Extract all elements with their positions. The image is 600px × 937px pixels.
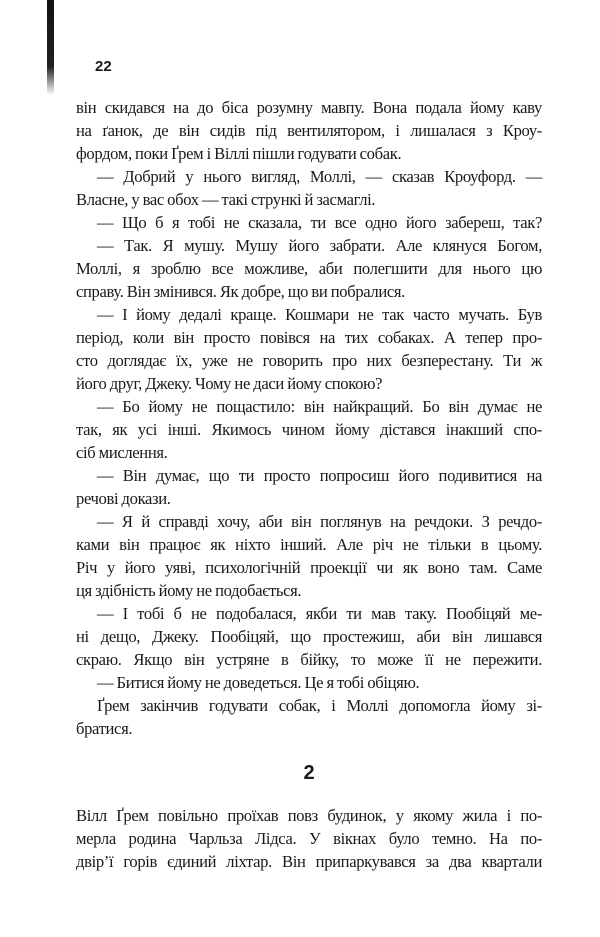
text-line: братися. — [76, 719, 133, 738]
text-line: Власне, у вас обох — такі стрункі й засмаглі. — [76, 190, 376, 209]
text-line: — І йому дедалі краще. Кошмари не так часто мучать. Був — [97, 305, 542, 324]
text-line: сіб мислення. — [76, 443, 168, 462]
text-line: Вілл Ґрем повільно проїхав повз будинок, у якому жила і по- — [76, 806, 542, 825]
text-line: — Так. Я мушу. Мушу його забрати. Але клянуся Богом, — [97, 236, 542, 255]
text-line: — Битися йому не доведеться. Це я тобі обіцяю. — [97, 673, 420, 692]
text-line: Моллі, я зроблю все можливе, аби полегшити для нього цю — [76, 259, 542, 278]
text-line: — Бо йому не пощастило: він найкращий. Бо він думає не — [97, 397, 542, 416]
text-line: — Добрий у нього вигляд, Моллі, — сказав Кроуфорд. — — [97, 167, 542, 186]
book-spine-edge — [47, 0, 54, 95]
text-line: — І тобі б не подобалася, якби ти мав таку. Пообіцяй ме- — [97, 604, 542, 623]
text-line: він скидався на до біса розумну мавпу. Вона подала йому каву — [76, 98, 542, 117]
page-number: 22 — [95, 58, 112, 75]
text-line: сто доглядає їх, уже не говорить про них безперестану. Ти ж — [76, 351, 542, 370]
text-line: двір’ї горів єдиний ліхтар. Він припаркувався за два квартали — [76, 852, 542, 871]
body-text-block-1 — [76, 96, 542, 740]
text-line: ні дещо, Джеку. Пообіцяй, що простежиш, аби він лишався — [76, 627, 542, 646]
text-line: мерла родина Чарльза Лідса. У вікнах було темно. На по- — [76, 829, 542, 848]
text-line: Ґрем закінчив годувати собак, і Моллі допомогла йому зі- — [97, 696, 542, 715]
text-line: його друг, Джеку. Чому не даси йому спокою? — [76, 374, 383, 393]
text-line: речові докази. — [76, 489, 171, 508]
text-line: ця здібність йому не подобається. — [76, 581, 302, 600]
text-line: так, як усі інші. Якимось чином йому дістався інакший спо- — [76, 420, 542, 439]
text-line: — Він думає, що ти просто попросиш його подивитися на — [97, 466, 542, 485]
text-line: на ґанок, де він сидів під вентилятором, і лишалася з Кроу- — [76, 121, 542, 140]
text-line: справу. Він змінився. Як добре, що ви побралися. — [76, 282, 405, 301]
body-text-block-2 — [76, 804, 542, 873]
text-line: фордом, поки Ґрем і Віллі пішли годувати собак. — [76, 144, 402, 163]
text-line: ками він працює як ніхто інший. Але річ не тільки в цьому. — [76, 535, 542, 554]
text-line: Річ у його уяві, психологічній проекції чи як воно там. Саме — [76, 558, 542, 577]
text-line: — Що б я тобі не сказала, ти все одно його забереш, так? — [97, 213, 542, 232]
text-line: скраю. Якщо він устряне в бійку, то може її не пережити. — [76, 650, 542, 669]
chapter-heading: 2 — [303, 762, 315, 784]
text-line: — Я й справді хочу, аби він поглянув на речдоки. З речдо- — [97, 512, 542, 531]
text-line: період, коли він просто повівся на тих собаках. А тепер про- — [76, 328, 542, 347]
